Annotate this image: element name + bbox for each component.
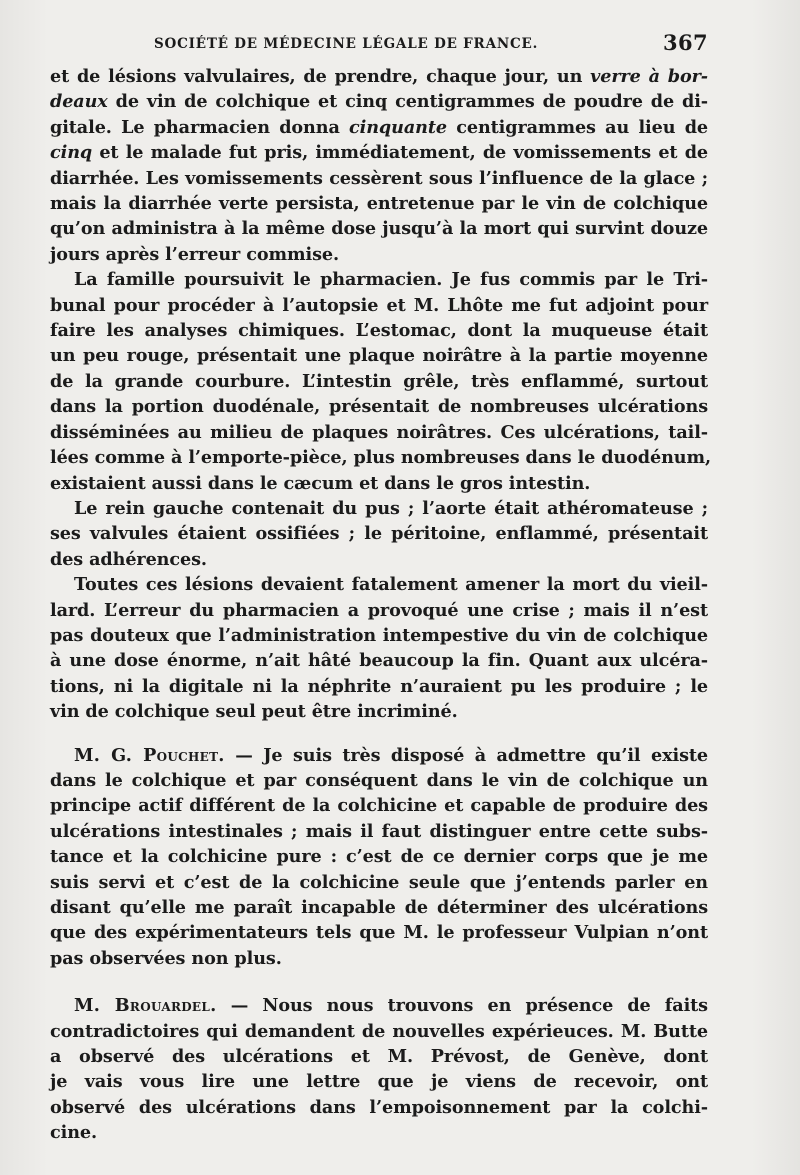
- text-line: pas observées non plus.: [50, 947, 282, 969]
- paragraph-brouardel: [50, 993, 708, 1145]
- text-line: contradictoires qui demandent de nouvelles expérieuces. M. Butte: [50, 1020, 708, 1042]
- text-line: M. Brouardel. — Nous nous trouvons en présence de faits: [74, 995, 708, 1017]
- italic-text: deaux: [50, 91, 108, 113]
- text-line: à une dose énorme, n’ait hâté beaucoup la fin. Quant aux ulcéra-: [50, 650, 708, 672]
- text-line: cine.: [50, 1122, 98, 1144]
- text-line: gitale. Le pharmacien donna cinquante centigrammes au lieu de: [50, 116, 708, 138]
- text-line: des adhérences.: [50, 548, 207, 570]
- text-line: ulcérations intestinales ; mais il faut distinguer entre cette subs-: [50, 820, 708, 842]
- text-line: ses valvules étaient ossifiées ; le péritoine, enflammé, présentait: [50, 523, 708, 545]
- text-line: dans la portion duodénale, présentait de nombreuses ulcérations: [50, 396, 708, 418]
- text-line: La famille poursuivit le pharmacien. Je fus commis par le Tri-: [74, 269, 708, 291]
- text-line: vin de colchique seul peut être incriminé.: [50, 701, 458, 723]
- text-line: faire les analyses chimiques. L’estomac, dont la muqueuse était: [50, 320, 708, 342]
- text-line: Le rein gauche contenait du pus ; l’aorte était athéromateuse ;: [74, 497, 708, 519]
- text-line: existaient aussi dans le cæcum et dans le gros intestin.: [50, 472, 591, 494]
- page-number: 367: [662, 30, 708, 55]
- text-line: diarrhée. Les vomissements cessèrent sous l’influence de la glace ;: [50, 167, 708, 189]
- text-line: lard. L’erreur du pharmacien a provoqué une crise ; mais il n’est: [50, 599, 708, 621]
- italic-text: cinquante: [349, 116, 447, 138]
- speaker-name: M. G. Pouchet.: [74, 744, 225, 766]
- text-line: un peu rouge, présentait une plaque noirâtre à la partie moyenne: [50, 345, 708, 367]
- text-line: dans le colchique et par conséquent dans le vin de colchique un: [50, 769, 708, 791]
- paragraph-pouchet: [50, 743, 708, 972]
- text-line: que des expérimentateurs tels que M. le professeur Vulpian n’ont: [50, 922, 708, 944]
- text-line: a observé des ulcérations et M. Prévost, de Genève, dont: [50, 1046, 708, 1068]
- text-line: tions, ni la digitale ni la néphrite n’auraient pu les produire ; le: [50, 675, 708, 697]
- italic-text: verre à bor-: [590, 66, 708, 87]
- text-line: bunal pour procéder à l’autopsie et M. Lhôte me fut adjoint pour: [50, 294, 708, 316]
- text-line: disant qu’elle me paraît incapable de déterminer des ulcérations: [50, 897, 708, 918]
- text-line: qu’on administra à la même dose jusqu’à la mort qui survint douze: [50, 218, 708, 240]
- paragraph-1: [50, 64, 708, 267]
- paragraph-3: [50, 496, 708, 572]
- text-line: cinq et le malade fut pris, immédiatement, de vomissements et de: [50, 142, 708, 164]
- running-header: [50, 30, 708, 64]
- text-line: mais la diarrhée verte persista, entretenue par le vin de colchique: [50, 193, 708, 215]
- text-line: Toutes ces lésions devaient fatalement amener la mort du vieil-: [74, 574, 708, 596]
- text-line: observé des ulcérations dans l’empoisonnement par la colchi-: [50, 1096, 708, 1118]
- text-line: deaux de vin de colchique et cinq centigrammes de poudre de di-: [50, 91, 708, 113]
- text-line: principe actif différent de la colchicine et capable de produire des: [50, 795, 708, 817]
- speaker-name: M. Brouardel.: [74, 995, 217, 1017]
- paragraph-2: [50, 267, 712, 496]
- text-line: tance et la colchicine pure : c’est de ce dernier corps que je me: [50, 846, 708, 868]
- text-line: M. G. Pouchet. — Je suis très disposé à admettre qu’il existe: [74, 744, 708, 766]
- section-gap: [50, 725, 708, 743]
- text-line: je vais vous lire une lettre que je viens de recevoir, ont: [50, 1071, 708, 1093]
- section-gap: [50, 971, 708, 993]
- text-line: lées comme à l’emporte-pièce, plus nombreuses dans le duodénum,: [50, 447, 712, 469]
- running-title: SOCIÉTÉ DE MÉDECINE LÉGALE DE FRANCE.: [154, 36, 539, 52]
- text-line: jours après l’erreur commise.: [50, 243, 339, 265]
- text-line: disséminées au milieu de plaques noirâtres. Ces ulcérations, tail-: [50, 421, 708, 443]
- text-line: pas douteux que l’administration intempestive du vin de colchique: [50, 624, 708, 646]
- italic-text: cinq: [50, 142, 93, 164]
- paragraph-4: [50, 572, 708, 724]
- text-line: et de lésions valvulaires, de prendre, chaque jour, un verre à bor-: [50, 66, 708, 87]
- text-line: suis servi et c’est de la colchicine seule que j’entends parler en: [50, 871, 708, 893]
- text-line: de la grande courbure. L’intestin grêle, très enflammé, surtout: [50, 370, 708, 392]
